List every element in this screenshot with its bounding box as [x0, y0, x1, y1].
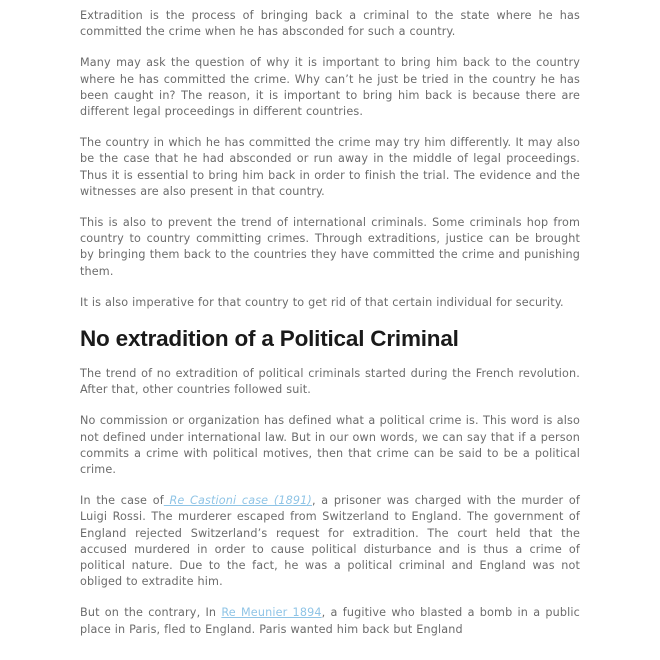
heading-no-extradition-political-criminal: No extradition of a Political Criminal — [80, 326, 459, 352]
paragraph-prevent-international-criminals: This is also to prevent the trend of international criminals. Some criminals hop from country to country committing crimes. Through extraditions, justice can be brought by bringing them back to the countries they have committed the crime and punishing them. — [80, 216, 580, 278]
link-re-meunier-case[interactable]: Re Meunier 1894 — [221, 606, 322, 620]
paragraph-re-meunier-lead: But on the contrary, In — [80, 606, 222, 620]
paragraph-re-meunier-case — [80, 605, 580, 637]
document-text-column — [80, 8, 580, 638]
paragraph-french-revolution: The trend of no extradition of political criminals started during the French revolution. After that, other countries followed suit. — [80, 367, 580, 397]
paragraph-extradition-definition: Extradition is the process of bringing back a criminal to the state where he has committed the crime when he has absconded for such a country. — [80, 9, 580, 39]
link-re-castioni-case[interactable]: Re Castioni case (1891) — [163, 494, 312, 508]
paragraph-security: It is also imperative for that country to get rid of that certain individual for security. — [80, 295, 564, 309]
paragraph-different-trial: The country in which he has committed the crime may try him differently. It may also be the case that he had absconded or run away in the middle of legal proceedings. Thus it is essential to bring him back in order to finish the trial. The evidence and the witnesses are also present in that country. — [80, 136, 580, 198]
paragraph-re-castioni-case — [80, 493, 580, 590]
paragraph-political-crime-undefined: No commission or organization has defined what a political crime is. This word is also not defined under international law. But in our own words, we can say that if a person commits a crime with political motives, then that crime can be said to be a political crime. — [80, 414, 580, 477]
paragraph-re-castioni-tail: , a prisoner was charged with the murder of Luigi Rossi. The murderer escaped from Switzerland to England. The government of England rejected Switzerland’s request for extradition. The court held that the accused murdered in order to cause political disturbance and is thus a crime of political nature. Due to the fact, he was a political criminal and England was not obliged to extradite him. — [80, 494, 581, 589]
paragraph-re-castioni-lead: In the case of — [80, 494, 164, 508]
paragraph-why-important: Many may ask the question of why it is important to bring him back to the country where he has committed the crime. Why can’t he just be tried in the country he has been caught in? The reason, it is important to bring him back is because there are different legal proceedings in different countries. — [80, 56, 580, 119]
paragraph-re-meunier-tail: , a fugitive who blasted a bomb in a public place in Paris, fled to England. Paris wanted him back but England — [80, 606, 580, 636]
